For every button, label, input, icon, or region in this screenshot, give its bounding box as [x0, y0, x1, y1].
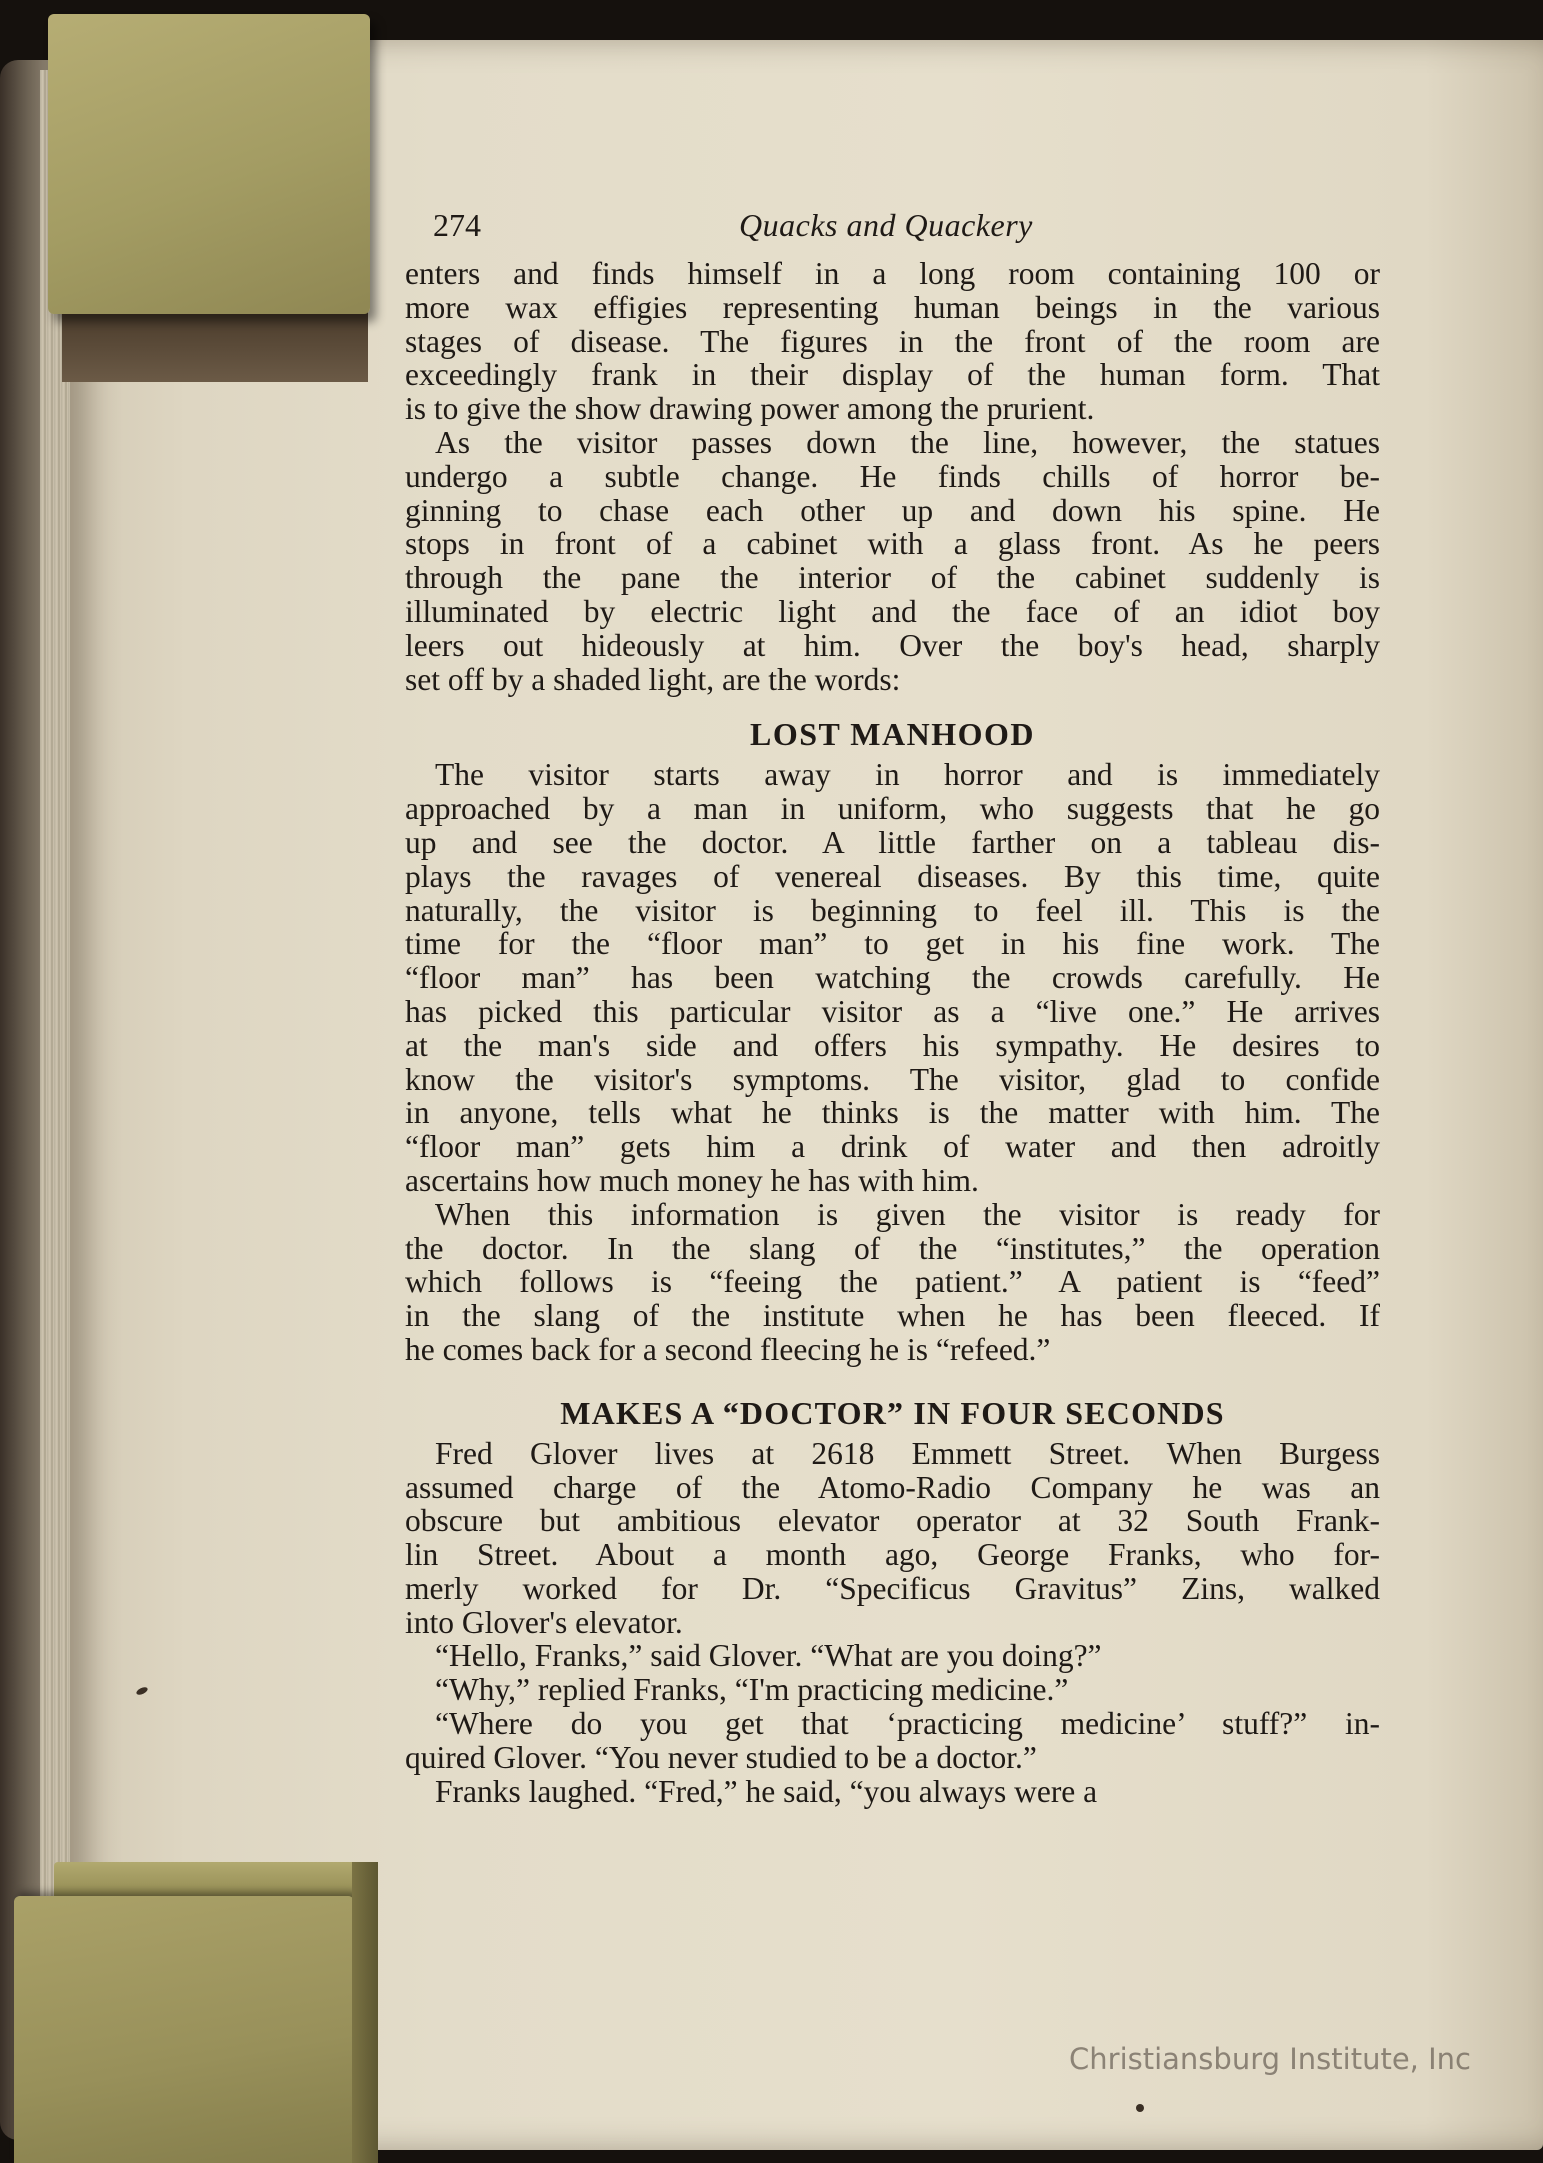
paragraph	[405, 257, 1380, 426]
text-line: which follows is “feeing the patient.” A patient is “feed”	[405, 1264, 1380, 1300]
clamp-shadow	[62, 312, 368, 382]
text-line: undergo a subtle change. He finds chills of horror be-	[405, 458, 1380, 494]
text-line: Fred Glover lives at 2618 Emmett Street. When Burgess	[435, 1435, 1380, 1471]
bottom-page-clamp	[14, 1896, 354, 2163]
heading-lost-manhood: LOST MANHOOD	[750, 716, 1035, 753]
paragraph	[405, 426, 1380, 696]
running-head	[419, 205, 1380, 257]
text-line: leers out hideously at him. Over the boy's head, sharply	[405, 627, 1380, 663]
text-line: “floor man” gets him a drink of water and then adroitly	[405, 1129, 1380, 1165]
paragraph	[405, 1437, 1380, 1640]
text-line: time for the “floor man” to get in his fine work. The	[405, 926, 1380, 962]
section-makes-a-doctor	[405, 1437, 1380, 1809]
bottom-clamp-side	[352, 1862, 378, 2163]
text-line: set off by a shaded light, are the words:	[405, 661, 901, 697]
text-line: through the pane the interior of the cabinet suddenly is	[405, 560, 1380, 596]
paper-speck	[1136, 2104, 1144, 2112]
text-line: “floor man” has been watching the crowds carefully. He	[405, 960, 1380, 996]
text-line: in the slang of the institute when he has been fleeced. If	[405, 1298, 1380, 1334]
text-line: the doctor. In the slang of the “institutes,” the operation	[405, 1230, 1380, 1266]
text-line: is to give the show drawing power among the prurient.	[405, 391, 1095, 427]
book-title: Quacks and Quackery	[739, 207, 1033, 243]
text-line: exceedingly frank in their display of the human form. That	[405, 357, 1380, 393]
text-line: naturally, the visitor is beginning to feel ill. This is the	[405, 892, 1380, 928]
text-line: Franks laughed. “Fred,” he said, “you always were a	[435, 1773, 1098, 1809]
text-line: in anyone, tells what he thinks is the matter with him. The	[405, 1095, 1380, 1131]
heading-makes-a-doctor: MAKES A “DOCTOR” IN FOUR SECONDS	[560, 1394, 1225, 1431]
text-line: ascertains how much money he has with him.	[405, 1162, 979, 1198]
paragraph	[405, 1707, 1380, 1775]
page-text	[405, 205, 1380, 1808]
paragraph	[405, 1198, 1380, 1367]
text-line: As the visitor passes down the line, however, the statues	[435, 424, 1380, 460]
text-line: know the visitor's symptoms. The visitor, glad to confide	[405, 1061, 1380, 1097]
paragraph	[405, 1775, 1380, 1809]
text-line: obscure but ambitious elevator operator at 32 South Frank-	[405, 1503, 1380, 1539]
text-line: into Glover's elevator.	[405, 1604, 683, 1640]
text-line: he comes back for a second fleecing he is “refeed.”	[405, 1331, 1051, 1367]
text-line: stops in front of a cabinet with a glass front. As he peers	[405, 526, 1380, 562]
paragraph	[405, 1673, 1380, 1707]
text-line: When this information is given the visitor is ready for	[435, 1196, 1380, 1232]
watermark: Christiansburg Institute, Inc	[1069, 2042, 1471, 2076]
text-line: quired Glover. “You never studied to be a doctor.”	[405, 1739, 1037, 1775]
text-line: “Hello, Franks,” said Glover. “What are you doing?”	[435, 1638, 1102, 1674]
text-line: ginning to chase each other up and down his spine. He	[405, 492, 1380, 528]
text-line: merly worked for Dr. “Specificus Gravitus” Zins, walked	[405, 1570, 1380, 1606]
paragraph	[405, 758, 1380, 1197]
text-line: illuminated by electric light and the face of an idiot boy	[405, 593, 1380, 629]
text-line: at the man's side and offers his sympathy. He desires to	[405, 1027, 1380, 1063]
section-intro	[405, 257, 1380, 696]
text-line: approached by a man in uniform, who suggests that he go	[405, 791, 1380, 827]
text-line: assumed charge of the Atomo-Radio Company he was an	[405, 1469, 1380, 1505]
top-page-clamp	[48, 14, 370, 314]
text-line: lin Street. About a month ago, George Franks, who for-	[405, 1537, 1380, 1573]
text-line: plays the ravages of venereal diseases. By this time, quite	[405, 858, 1380, 894]
section-lost-manhood	[405, 758, 1380, 1366]
text-line: stages of disease. The figures in the front of the room are	[405, 323, 1380, 359]
text-line: “Why,” replied Franks, “I'm practicing medicine.”	[435, 1672, 1069, 1708]
text-line: enters and finds himself in a long room containing 100 or	[405, 256, 1380, 291]
paragraph	[405, 1639, 1380, 1673]
text-line: up and see the doctor. A little farther on a tableau dis-	[405, 824, 1380, 860]
text-line: “Where do you get that ‘practicing medicine’ stuff?” in-	[435, 1706, 1380, 1742]
page-number: 274	[433, 207, 481, 243]
text-line: more wax effigies representing human beings in the various	[405, 289, 1380, 325]
text-line: has picked this particular visitor as a “live one.” He arrives	[405, 993, 1380, 1029]
text-line: The visitor starts away in horror and is immediately	[435, 757, 1380, 793]
